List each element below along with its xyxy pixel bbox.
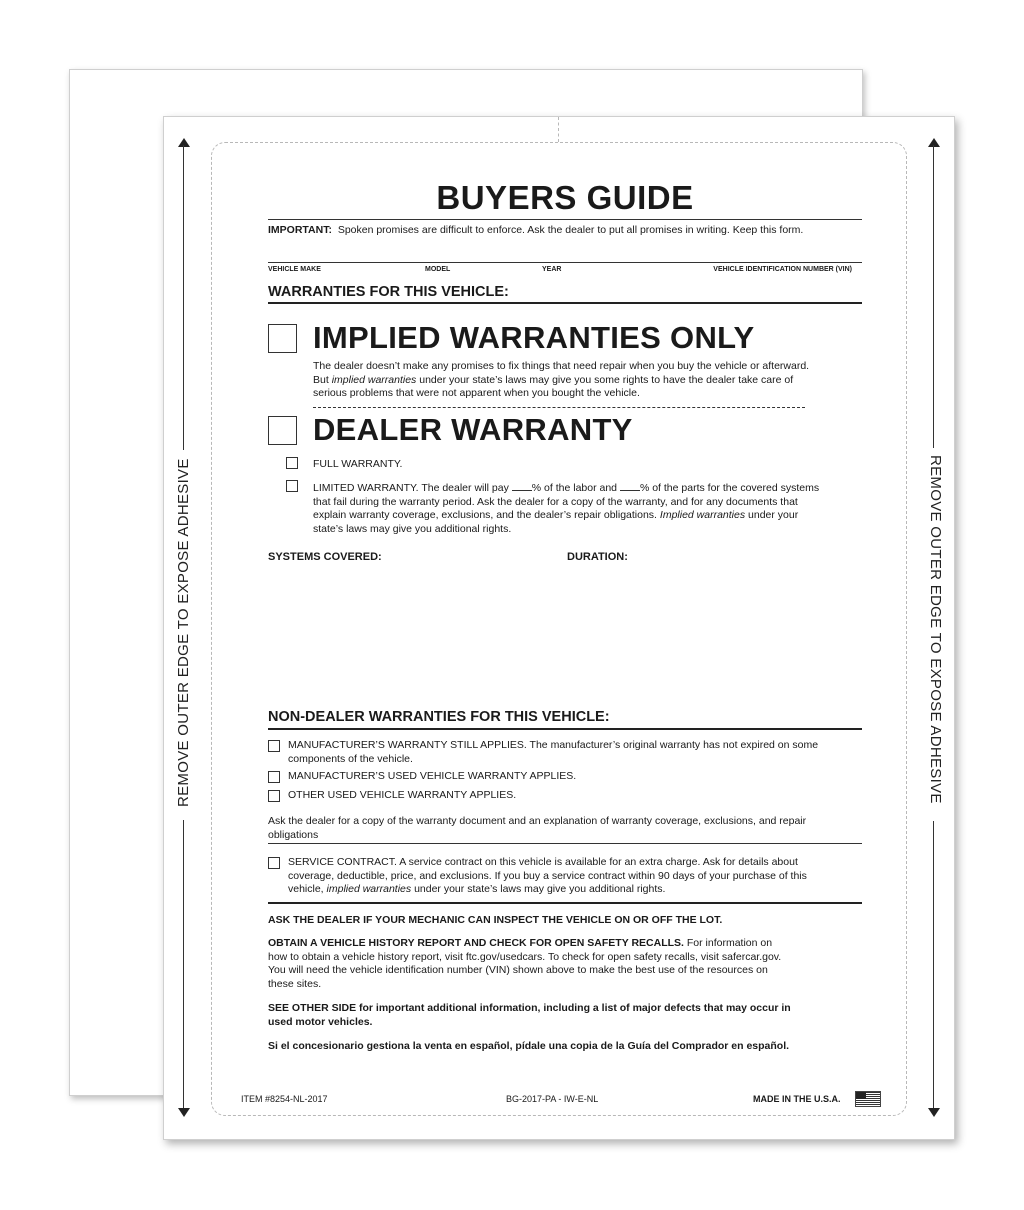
limited-line-1a: LIMITED WARRANTY. The dealer will pay (313, 482, 512, 494)
vehicle-history-text (268, 937, 862, 991)
service-line-2: coverage, deductible, price, and exclusions. If you buy a service contract within 90 days of your purchase of this (288, 869, 807, 882)
other-warranty-label: OTHER USED VEHICLE WARRANTY APPLIES. (288, 789, 517, 801)
non-dealer-note (268, 815, 862, 842)
vehicle-make-label: VEHICLE MAKE (268, 266, 321, 273)
implied-warranties-heading: IMPLIED WARRANTIES ONLY (313, 320, 755, 355)
item-number: ITEM #8254-NL-2017 (241, 1094, 328, 1104)
divider (268, 728, 862, 730)
service-line-3 (288, 883, 863, 897)
year-label: YEAR (542, 266, 562, 273)
arrow-down-icon (928, 1108, 940, 1117)
dealer-warranty-heading: DEALER WARRANTY (313, 412, 633, 447)
limited-line-3a: explain warranty coverage, exclusions, and the dealer’s repair obligations. (313, 509, 660, 521)
limited-warranty-text (313, 481, 863, 536)
limited-line-1c: % of the parts for the covered systems (639, 482, 820, 494)
parts-percent-blank[interactable] (620, 481, 640, 491)
model-label: MODEL (425, 266, 451, 273)
limited-line-1b: % of the labor and (531, 482, 620, 494)
divider (268, 843, 862, 844)
buyers-guide-sheet (163, 116, 955, 1140)
full-warranty-label: FULL WARRANTY. (313, 458, 403, 470)
other-warranty-checkbox[interactable] (268, 790, 280, 802)
see-other-line-2: used motor vehicles. (268, 1015, 373, 1028)
limited-line-3b: Implied warranties (659, 509, 746, 521)
arrow-line (933, 821, 934, 1110)
non-dealer-note-line-1: Ask the dealer for a copy of the warranty document and an explanation of warranty coverage, exclusions, and repair (268, 815, 807, 827)
limited-line-1 (313, 481, 863, 496)
labor-percent-blank[interactable] (512, 481, 532, 491)
arrow-down-icon (178, 1108, 190, 1117)
service-line-3a: vehicle, (288, 883, 327, 895)
limited-line-4: state’s laws may give you additional rights. (313, 522, 512, 535)
dashed-separator (313, 407, 805, 408)
implied-line-2-pre: But (313, 373, 332, 386)
history-heading: OBTAIN A VEHICLE HISTORY REPORT AND CHECK FOR OPEN SAFETY RECALLS. (268, 937, 684, 949)
form-body (268, 304, 862, 1176)
divider (268, 902, 862, 904)
manufacturer-warranty-checkbox[interactable] (268, 740, 280, 752)
non-dealer-heading: NON-DEALER WARRANTIES FOR THIS VEHICLE: (268, 709, 610, 725)
limited-warranty-checkbox[interactable] (286, 480, 298, 492)
left-adhesive-strip (164, 117, 204, 1139)
service-line-3c: under your state’s laws may give you additional rights. (411, 883, 666, 895)
vehicle-fields (268, 263, 862, 280)
vin-label: VEHICLE IDENTIFICATION NUMBER (VIN) (713, 266, 852, 273)
manufacturer-line-1: MANUFACTURER’S WARRANTY STILL APPLIES. The manufacturer’s original warranty has not expired on some (288, 739, 819, 751)
implied-line-1: The dealer doesn’t make any promises to fix things that need repair when you buy the vehicle or afterward. (313, 360, 810, 372)
see-other-side-text (268, 1002, 862, 1029)
arrow-line (183, 145, 184, 450)
history-line-1-post: For information on (683, 937, 773, 949)
history-line-4: these sites. (268, 977, 322, 990)
made-in-usa: MADE IN THE U.S.A. (753, 1094, 841, 1104)
arrow-line (183, 820, 184, 1110)
limited-line-3c: under your (745, 509, 799, 521)
systems-covered-label: SYSTEMS COVERED: (268, 551, 382, 563)
us-flag-icon (855, 1091, 881, 1107)
manufacturer-line-2: components of the vehicle. (288, 752, 413, 765)
service-line-1: SERVICE CONTRACT. A service contract on this vehicle is available for an extra charge. Ask for details about (288, 856, 798, 868)
service-contract-text (288, 856, 863, 897)
history-line-1 (268, 937, 862, 951)
duration-label: DURATION: (567, 551, 628, 563)
implied-line-2-post: under your state’s laws may give you some rights to have the dealer take care of (416, 373, 794, 386)
history-line-2: how to obtain a vehicle history report, visit ftc.gov/usedcars. To check for open safety recalls, visit safercar.gov. (268, 950, 782, 963)
service-line-3b: implied warranties (326, 883, 412, 895)
limited-line-2: that fail during the warranty period. Ask the dealer for a copy of the warranty, and for any documents that (313, 495, 798, 508)
non-dealer-note-line-2: obligations (268, 828, 319, 841)
used-vehicle-warranty-checkbox[interactable] (268, 771, 280, 783)
see-other-line-1: SEE OTHER SIDE for important additional information, including a list of major defects that may occur in (268, 1002, 791, 1014)
page-title: BUYERS GUIDE (436, 179, 694, 216)
implied-line-2-italic: implied warranties (331, 373, 417, 386)
warranties-heading: WARRANTIES FOR THIS VEHICLE: (268, 284, 509, 300)
important-label: IMPORTANT: (268, 224, 332, 236)
spanish-notice: Si el concesionario gestiona la venta en español, pídale una copia de la Guía del Comprador en español. (268, 1040, 790, 1052)
right-adhesive-strip (914, 117, 954, 1139)
ask-mechanic-text: ASK THE DEALER IF YOUR MECHANIC CAN INSPECT THE VEHICLE ON OR OFF THE LOT. (268, 914, 723, 926)
side-instruction-left: REMOVE OUTER EDGE TO EXPOSE ADHESIVE (175, 458, 192, 807)
arrow-line (933, 145, 934, 448)
history-line-3: You will need the vehicle identification number (VIN) shown above to make the best use of the resources on (268, 964, 768, 976)
important-text: Spoken promises are difficult to enforce. Ask the dealer to put all promises in writing. Keep this form. (337, 224, 804, 236)
form-content (268, 177, 862, 1176)
side-instruction-right: REMOVE OUTER EDGE TO EXPOSE ADHESIVE (927, 455, 944, 804)
manufacturer-warranty-text (288, 739, 863, 766)
implied-warranties-checkbox[interactable] (268, 324, 297, 353)
arrow-up-icon (178, 138, 190, 147)
dealer-warranty-checkbox[interactable] (268, 416, 297, 445)
perforation-notch (558, 117, 559, 142)
implied-line-2 (313, 374, 863, 388)
implied-warranties-text (313, 360, 863, 401)
arrow-up-icon (928, 138, 940, 147)
service-contract-checkbox[interactable] (268, 857, 280, 869)
limited-line-3 (313, 509, 863, 523)
implied-line-3: serious problems that were not apparent when you bought the vehicle. (313, 387, 640, 399)
used-vehicle-warranty-label: MANUFACTURER’S USED VEHICLE WARRANTY APPLIES. (288, 770, 577, 782)
full-warranty-checkbox[interactable] (286, 457, 298, 469)
form-code: BG-2017-PA - IW-E-NL (506, 1094, 599, 1104)
important-notice (268, 220, 862, 262)
